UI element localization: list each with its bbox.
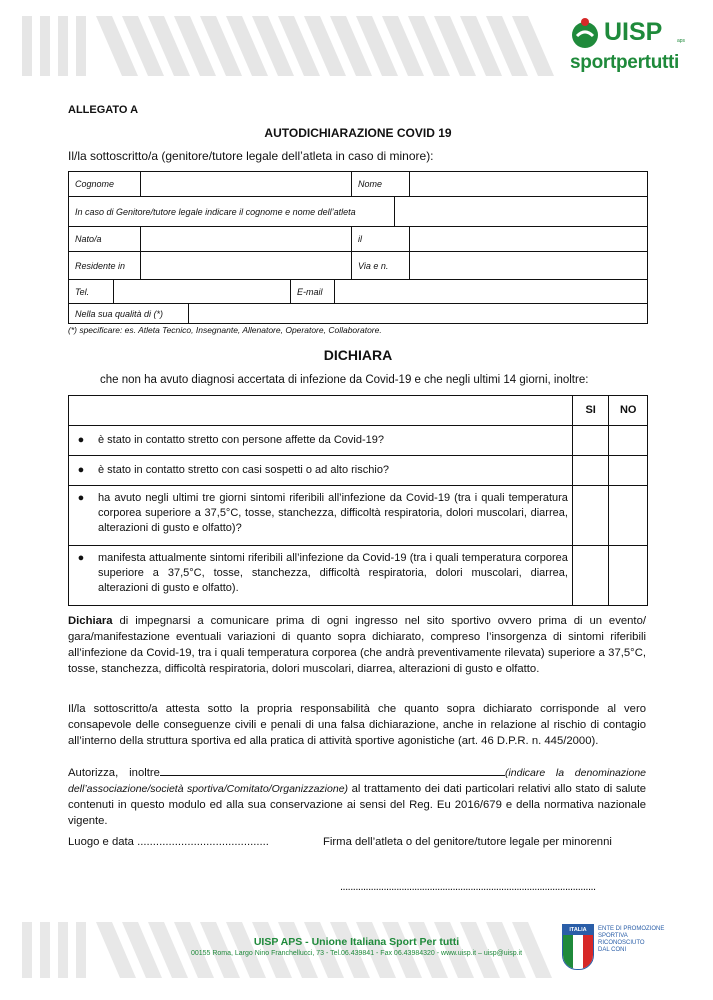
nato-field[interactable] <box>140 226 352 252</box>
tel-field[interactable] <box>113 279 291 304</box>
genitore-label: In caso di Genitore/tutore legale indicare il cognome e nome dell’atleta <box>68 196 395 227</box>
uisp-emblem-icon <box>568 18 602 50</box>
allegato-label: ALLEGATO A <box>68 104 139 116</box>
genitore-field[interactable] <box>394 196 648 227</box>
answer-no-checkbox[interactable] <box>609 426 648 456</box>
il-label: il <box>351 226 410 252</box>
answer-no-checkbox[interactable] <box>609 486 648 546</box>
coni-line: RICONOSCIUTO <box>598 940 645 946</box>
nome-field[interactable] <box>409 171 648 197</box>
organization-field[interactable] <box>160 764 505 776</box>
symptom-question: è stato in contatto stretto con casi sospetti o ad alto rischio? <box>98 464 390 476</box>
coni-line: ENTE DI PROMOZIONE <box>598 926 665 932</box>
luogo-data-field[interactable]: Luogo e data .......................................... <box>68 836 269 848</box>
bullet-icon: ● <box>77 552 85 564</box>
footer-title: UISP APS - Unione Italiana Sport Per tutti <box>253 936 460 948</box>
coni-line: DAL CONI <box>598 947 627 953</box>
dichiara-subtitle: che non ha avuto diagnosi accertata di infezione da Covid-19 e che negli ultimi 14 giorni, inoltre: <box>100 374 589 386</box>
paragraph-autorizza <box>68 764 646 829</box>
uisp-logo <box>566 16 696 78</box>
nome-label: Nome <box>351 171 410 197</box>
qualita-field[interactable] <box>188 303 648 324</box>
answer-si-checkbox[interactable] <box>572 486 608 546</box>
logo-name: UISP <box>604 18 663 46</box>
footer-address: 00155 Roma, Largo Nino Franchellucci, 73 - Tel.06.439841 - Fax 06.43984320 - www.uisp.it – uisp@uisp.it <box>190 950 523 957</box>
coni-badge <box>562 924 682 974</box>
firma-label: Firma dell’atleta o del genitore/tutore legale per minorenni <box>323 836 612 848</box>
il-field[interactable] <box>409 226 648 252</box>
symptom-question: ha avuto negli ultimi tre giorni sintomi riferibili all’infezione da Covid-19 (tra i quali temperatura corporea superiore a 37,5°C, tosse, stanchezza, difficoltà respiratoria, dolori muscolari, diarrea, alterazioni di gusto e olfatto)? <box>98 492 568 534</box>
answer-si-checkbox[interactable] <box>572 546 608 606</box>
document-title: AUTODICHIARAZIONE COVID 19 <box>264 126 452 140</box>
paragraph-dichiara-text: di impegnarsi a comunicare prima di ogni ingresso nel sito sportivo ovvero prima di un evento/ gara/manifestazione eventuali variazioni di quanto sopra dichiarato, compreso l’insorgenza di sintomi riferibili all’infezione da Covid-19, tra i quali temperatura corporea (che andrà preventivamente rilevata) superiore a 37,5°C, tosse, stanchezza, difficoltà respiratoria, dolori muscolari, diarrea, alterazioni di gusto e olfatto. <box>68 615 646 675</box>
firma-line[interactable]: .................................................................................................... <box>340 881 596 893</box>
table-row <box>69 546 648 606</box>
cognome-label: Cognome <box>68 171 141 197</box>
paragraph-attesta: Il/la sottoscritto/a attesta sotto la propria responsabilità che quanto sopra dichiarato corrisponde al vero consapevole delle conseguenze civili e penali di una falsa dichiarazione, anche in relazione al rischio di contagio all’interno della struttura sportiva ed alla pratica di attività sportive agonistiche (art. 46 D.P.R. n. 445/2000). <box>68 703 646 747</box>
via-field[interactable] <box>409 251 648 280</box>
email-label: E-mail <box>290 279 335 304</box>
symptoms-table <box>68 395 648 606</box>
qualita-note: (*) specificare: es. Atleta Tecnico, Insegnante, Allenatore, Operatore, Collaboratore. <box>68 325 382 335</box>
table-row <box>69 426 648 456</box>
answer-no-checkbox[interactable] <box>609 546 648 606</box>
autorizza-label: Autorizza, inoltre <box>68 767 160 779</box>
organization-hint: (indicare la denominazione dell’associazione/società sportiva/Comitato/Organizzazione) <box>68 767 647 795</box>
via-label: Via e n. <box>351 251 410 280</box>
autorizza-text: al trattamento dei dati particolari relativi allo stato di salute contenuti in questo modulo ed alla sua conservazione ai sensi del Reg. Eu 2016/679 e della normativa nazionale vigente. <box>68 783 646 827</box>
col-si: SI <box>572 396 608 426</box>
paragraph-dichiara-bold: Dichiara <box>68 615 113 627</box>
answer-si-checkbox[interactable] <box>572 456 608 486</box>
coni-line: SPORTIVA <box>598 933 628 939</box>
qualita-label: Nella sua qualità di (*) <box>68 303 189 324</box>
dichiara-title: DICHIARA <box>323 347 393 363</box>
col-no: NO <box>609 396 648 426</box>
logo-aps: aps <box>677 38 686 44</box>
logo-tagline: sportpertutti <box>570 52 680 73</box>
email-field[interactable] <box>334 279 648 304</box>
paragraph-dichiara <box>68 613 646 677</box>
bullet-icon: ● <box>77 492 85 504</box>
residente-label: Residente in <box>68 251 141 280</box>
table-row <box>69 486 648 546</box>
nato-label: Nato/a <box>68 226 141 252</box>
table-header-empty <box>69 396 573 426</box>
bullet-icon: ● <box>77 464 85 476</box>
cognome-field[interactable] <box>140 171 352 197</box>
table-row <box>69 456 648 486</box>
symptom-question: manifesta attualmente sintomi riferibili all’infezione da Covid-19 (tra i quali temperatura corporea superiore a 37,5°C, tosse, stanchezza, difficoltà respiratoria, dolori muscolari, diarrea, alterazioni di gusto e olfatto). <box>98 552 568 594</box>
tel-label: Tel. <box>68 279 114 304</box>
answer-no-checkbox[interactable] <box>609 456 648 486</box>
italia-label: ITALIA <box>563 925 593 935</box>
intro-text: Il/la sottoscritto/a (genitore/tutore legale dell’atleta in caso di minore): <box>68 149 434 163</box>
answer-si-checkbox[interactable] <box>572 426 608 456</box>
residente-field[interactable] <box>140 251 352 280</box>
bullet-icon: ● <box>77 434 85 446</box>
symptom-question: è stato in contatto stretto con persone affette da Covid-19? <box>98 434 384 446</box>
italia-shield-icon <box>562 924 594 970</box>
coni-text <box>598 926 664 954</box>
